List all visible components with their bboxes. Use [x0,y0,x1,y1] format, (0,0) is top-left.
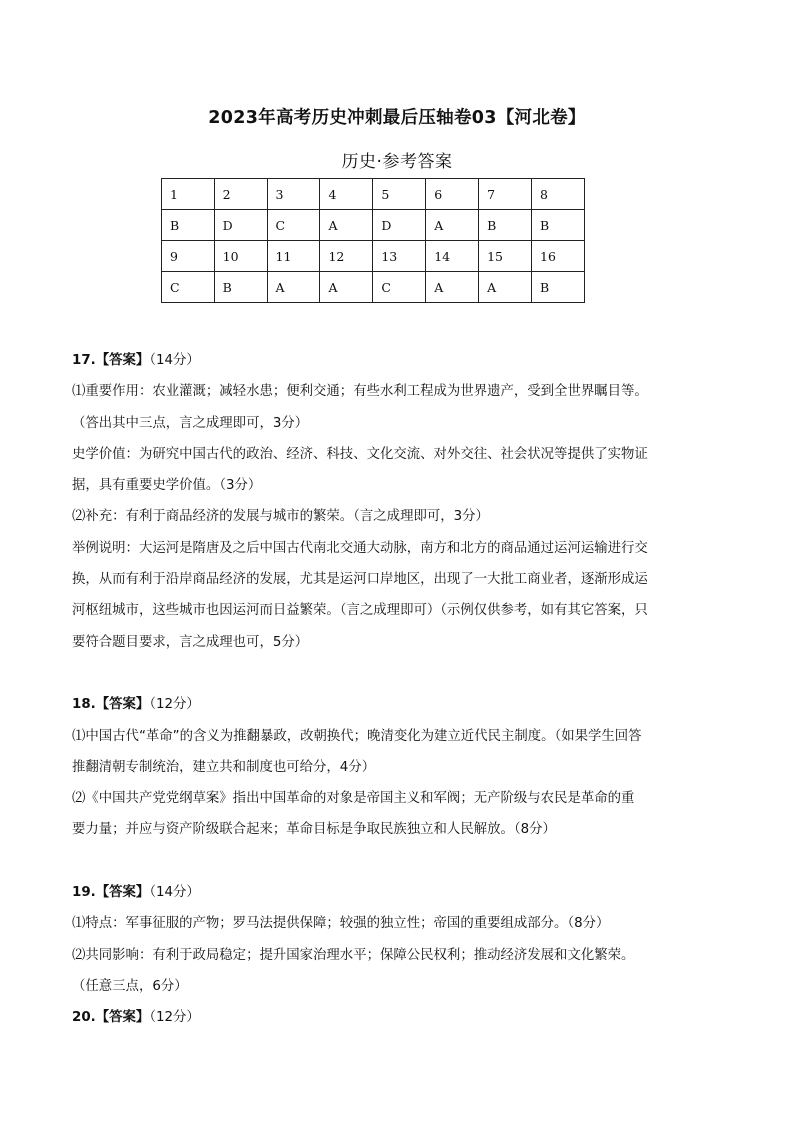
table-cell: 6 [426,179,479,210]
q19-line: ⑴特点：军事征服的产物；罗马法提供保障；较强的独立性；帝国的重要组成部分。（8分） [72,916,610,932]
page-subtitle: 历史·参考答案 [341,152,453,172]
table-cell: A [479,272,532,303]
q17-line: 要符合题目要求，言之成理也可，5分） [72,634,309,650]
table-cell: C [162,272,215,303]
table-cell: 13 [373,241,426,272]
q19-line: （任意三点，6分） [72,978,188,994]
table-cell: 16 [532,241,585,272]
table-cell: C [373,272,426,303]
q18-line: 要力量；并应与资产阶级联合起来；革命目标是争取民族独立和人民解放。（8分） [72,822,556,838]
table-cell: A [426,272,479,303]
table-cell: B [532,272,585,303]
q18-line: ⑴中国古代“革命”的含义为推翻暴政，改朝换代；晚清变化为建立近代民主制度。（如果学生回答 [72,728,642,744]
q20-heading [72,1002,692,1033]
table-cell: 12 [320,241,373,272]
q17-points: （14分） [149,353,200,368]
q18-heading [72,689,692,720]
q17-line: 举例说明：大运河是隋唐及之后中国古代南北交通大动脉，南方和北方的商品通过运河运输进行交 [72,540,648,556]
q17-label: 17.【答案】 [72,353,150,368]
q17-line: 史学价值：为研究中国古代的政治、经济、科技、文化交流、对外交往、社会状况等提供了实物证 [72,446,648,462]
table-cell: 7 [479,179,532,210]
table-cell: B [162,210,215,241]
q17-line: ⑵补充：有利于商品经济的发展与城市的繁荣。（言之成理即可，3分） [72,509,489,525]
table-cell: C [267,210,320,241]
q18-points: （12分） [149,697,200,713]
table-row [162,241,585,272]
table-row [162,272,585,303]
table-cell: 1 [162,179,215,210]
table-cell: 11 [267,241,320,272]
q17-heading [72,345,692,376]
table-cell: 3 [267,179,320,210]
table-cell: B [479,210,532,241]
table-cell: B [532,210,585,241]
q19-line: ⑵共同影响：有利于政局稳定；提升国家治理水平；保障公民权利；推动经济发展和文化繁荣。 [72,947,635,963]
table-cell: A [267,272,320,303]
q19-heading [72,877,692,908]
answer-table [161,178,585,303]
table-cell: A [426,210,479,241]
table-cell: 10 [214,241,267,272]
table-cell: 14 [426,241,479,272]
section-spacer [72,846,692,877]
table-cell: 9 [162,241,215,272]
q18-line: 推翻清朝专制统治，建立共和制度也可给分，4分） [72,759,376,775]
q20-label: 20.【答案】 [72,1010,150,1026]
table-cell: A [320,210,373,241]
q17-line: 换，从而有利于沿岸商品经济的发展，尤其是运河口岸地区，出现了一大批工商业者，逐渐形成运 [72,572,648,588]
q18-line: ⑵《中国共产党党纲草案》指出中国革命的对象是帝国主义和军阀；无产阶级与农民是革命的重 [72,791,635,807]
table-cell: D [214,210,267,241]
table-cell: A [320,272,373,303]
table-cell: 4 [320,179,373,210]
table-row [162,210,585,241]
table-cell: 8 [532,179,585,210]
table-cell: 5 [373,179,426,210]
table-cell: D [373,210,426,241]
q17-line: ⑴重要作用：农业灌溉；减轻水患；便利交通；有些水利工程成为世界遗产，受到全世界瞩目等。 [72,384,648,400]
q17-line: 河枢纽城市，这些城市也因运河而日益繁荣。（言之成理即可）（示例仅供参考，如有其它答案，只 [72,603,648,619]
q18-label: 18.【答案】 [72,697,150,713]
table-row [162,179,585,210]
q17-line: （答出其中三点，言之成理即可，3分） [72,415,309,431]
table-cell: 15 [479,241,532,272]
q20-points: （12分） [149,1010,200,1026]
table-cell: B [214,272,267,303]
answer-content [72,345,692,1034]
table-cell: 2 [214,179,267,210]
section-spacer [72,658,692,689]
page-title: 2023年高考历史冲刺最后压轴卷03【河北卷】 [208,108,586,128]
q19-points: （14分） [149,885,200,901]
q17-line: 据，具有重要史学价值。（3分） [72,478,262,494]
q19-label: 19.【答案】 [72,885,150,901]
